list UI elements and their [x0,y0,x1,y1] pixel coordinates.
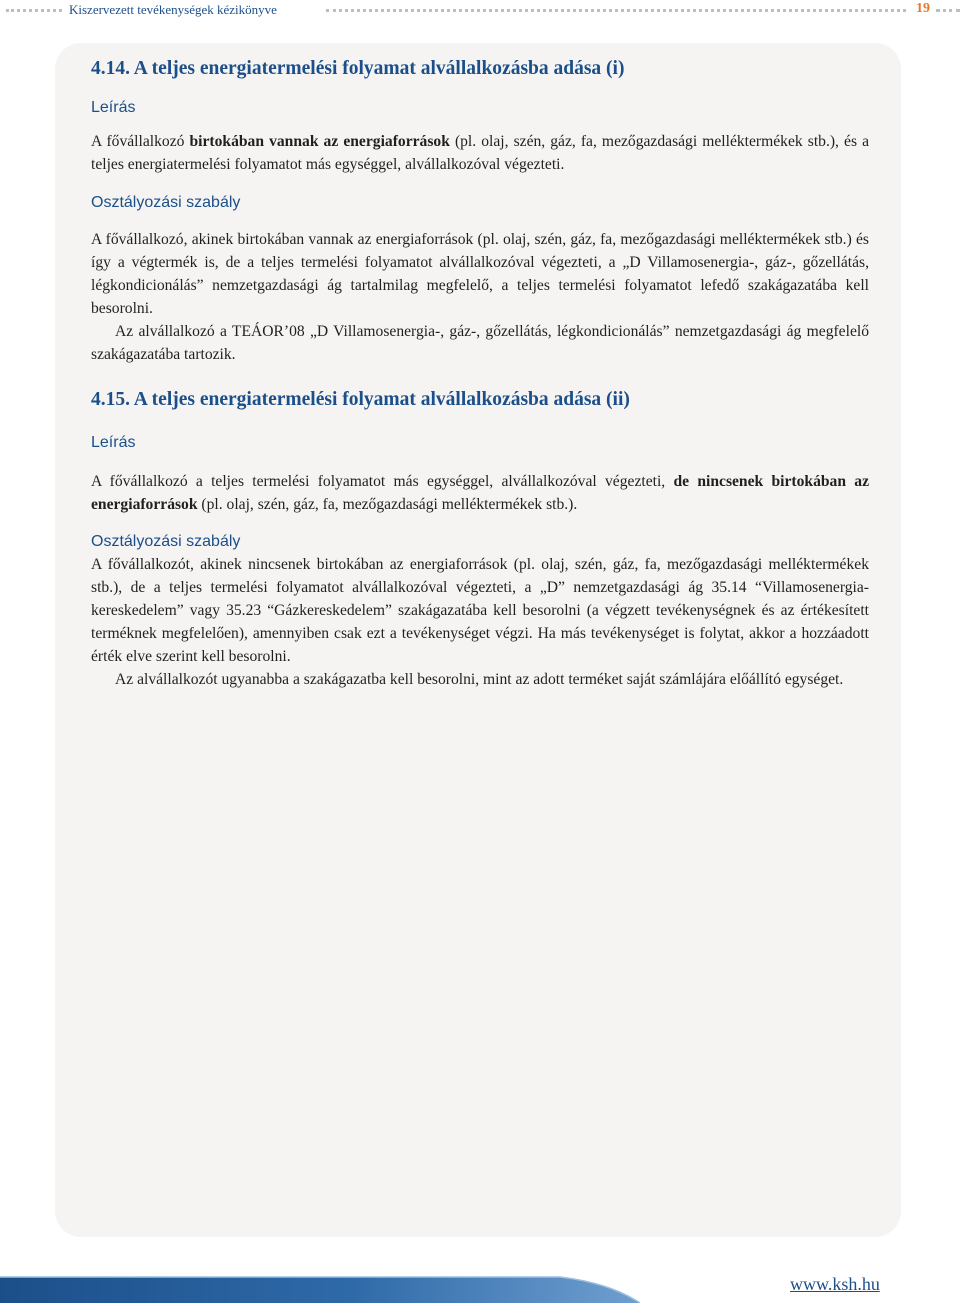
description-heading: Leírás [91,434,136,451]
rule-heading: Osztályozási szabály [91,533,241,550]
emphasis: birtokában vannak az energiaforrások [189,133,450,150]
section-title-4-14: 4.14. A teljes energiatermelési folyamat alvállalkozásba adása (i) [91,58,625,79]
rule-paragraph: A fővállalkozó, akinek birtokában vannak az energiaforrások (pl. olaj, szén, gáz, fa, mezőgazdasági melléktermékek stb.) és így a végtermék is, de a teljes termelési folyamatot alvállalkozóval végezteti, a „D Villamosenergia-, gáz-, gőzellátás, légkondicionálás” nemzetgazdasági ág tartalmilag megfelelő, a teljes termelési folyamatot lefedő szakágazatába kell besorolni. [91,231,869,317]
header-dotted-rule-left [6,9,62,12]
header-title: Kiszervezett tevékenységek kézikönyve [69,2,277,17]
header-dotted-rule-right [936,9,960,12]
rule-heading: Osztályozási szabály [91,194,241,211]
ksh-website-link[interactable]: www.ksh.hu [790,1274,880,1294]
description-heading: Leírás [91,99,136,116]
running-header [0,0,960,22]
footer-swoosh-shape [0,1277,640,1303]
emphasis: de nincsenek birtokában az energiaforrások [91,473,870,513]
rule-paragraph: A fővállalkozót, akinek nincsenek birtokában az energiaforrások (pl. olaj, szén, gáz, fa, mezőgazdasági melléktermékek stb.), de a teljes termelési folyamatot alvállalkozóval végezteti, a „D” nemzetgazdasági ág 35.14 “Villamosenergia-kereskedelem” vagy 35.23 “Gázkereskedelem” szakágazatába kell besorolni (a végzett tevékenységnek és az értékesített terméknek megfelelően), amennyiben csak ezt a tevékenységet végzi. Ha más tevékenységet is folytat, akkor a hozzáadott érték elve szerint kell besorolni. [91,556,869,665]
section-title-4-15: 4.15. A teljes energiatermelési folyamat alvállalkozásba adása (ii) [91,389,630,410]
description-paragraph: A fővállalkozó a teljes termelési folyamatot más egységgel, alvállalkozóval végezteti, de nincsenek birtokában az energiaforrások (pl. olaj, szén, gáz, fa, mezőgazdasági melléktermékek stb.). [91,473,870,513]
header-dotted-rule-middle [326,9,906,12]
description-paragraph: A fővállalkozó birtokában vannak az energiaforrások (pl. olaj, szén, gáz, fa, mezőgazdasági melléktermékek stb.), és a teljes energiatermelési folyamatot más egységgel, alvállalkozóval végezteti. [91,133,869,173]
page-content [91,55,869,691]
rule-paragraph-subcontractor: Az alvállalkozót ugyanabba a szakágazatba kell besorolni, mint az adott terméket saját számlájára előállító egységet. [115,671,844,688]
footer-swoosh-bar [0,1273,640,1303]
rule-paragraph-subcontractor: Az alvállalkozó a TEÁOR’08 „D Villamosenergia-, gáz-, gőzellátás, légkondicionálás” nemzetgazdasági ág megfelelő szakágazatába tartozik. [91,323,869,363]
page-number: 19 [916,1,930,16]
